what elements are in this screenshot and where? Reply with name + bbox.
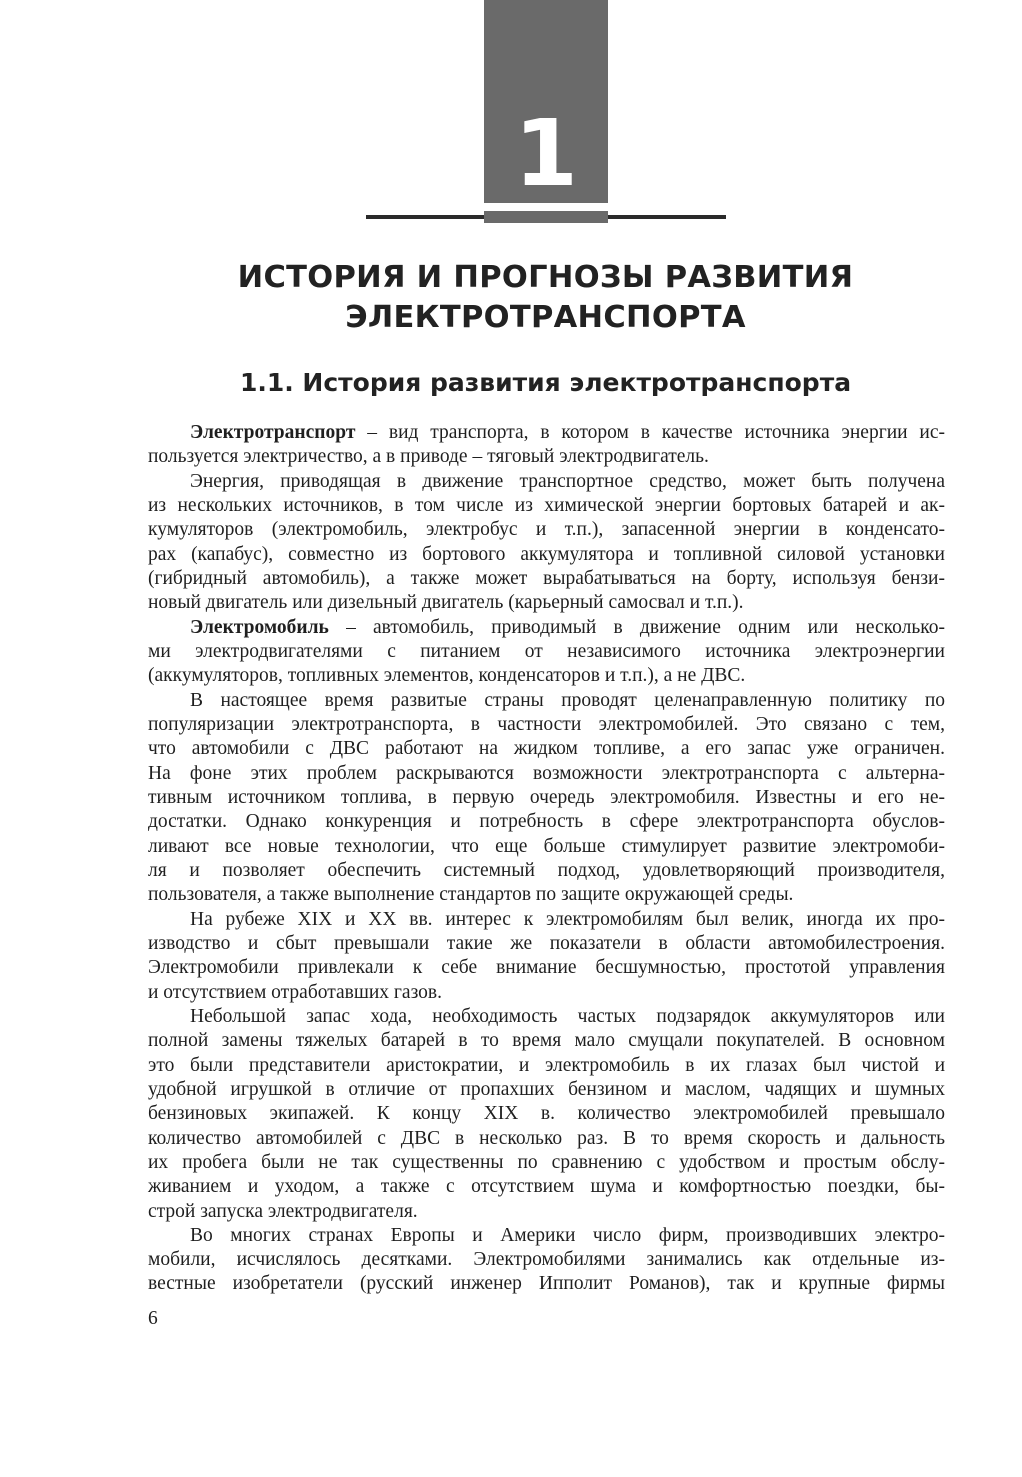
line-text: строй запуска электродвигателя. (148, 1200, 418, 1222)
paragraph (148, 689, 945, 908)
paragraph (148, 470, 945, 616)
text-line (148, 470, 945, 494)
line-text: это были представители аристократии, и электромобиль в их глазах был чистой и (148, 1054, 945, 1076)
term-bold: Электротранспорт (190, 422, 356, 443)
text-line (148, 1248, 945, 1272)
chapter-title-line: ИСТОРИЯ И ПРОГНОЗЫ РАЗВИТИЯ (237, 260, 854, 295)
text-line (148, 762, 945, 786)
line-text: вестные изобретатели (русский инженер Ипполит Романов), так и крупные фирмы (148, 1273, 945, 1295)
text-line (148, 1102, 945, 1126)
text-line (148, 494, 945, 518)
line-text: что автомобили с ДВС работают на жидком топливе, а его запас уже ограничен. (148, 738, 945, 760)
line-text: (аккумуляторов, топливных элементов, конденсаторов и т.п.), а не ДВС. (148, 665, 746, 687)
paragraph (148, 1224, 945, 1297)
text-line (148, 1005, 945, 1029)
text-line (148, 835, 945, 859)
text-line (148, 664, 945, 688)
text-line (148, 616, 945, 640)
line-text: пользователя, а также выполнение стандартов по защите окружающей среды. (148, 884, 794, 906)
line-text: удобной игрушкой в отличие от пропахших бензином и маслом, чадящих и шумных (148, 1078, 945, 1100)
text-line (148, 445, 945, 469)
line-text: достатки. Однако конкуренция и потребность в сфере электротранспорта обуслов- (148, 811, 945, 833)
line-text: полной замены тяжелых батарей в то время мало смущали покупателей. В основном (148, 1030, 945, 1052)
text-line (148, 908, 945, 932)
text-line (148, 1200, 945, 1224)
text-line (148, 1175, 945, 1199)
text-line (148, 713, 945, 737)
text-line (148, 1054, 945, 1078)
chapter-title (148, 258, 943, 338)
text-line (148, 956, 945, 980)
text-line (148, 640, 945, 664)
line-text: Небольшой запас хода, необходимость частых подзарядок аккумуляторов или (190, 1005, 945, 1027)
line-text: тивным источником топлива, в первую очередь электромобиля. Известны и его не- (148, 786, 945, 808)
text-line (148, 591, 945, 615)
page-number: 6 (148, 1308, 158, 1329)
text-line (148, 1272, 945, 1296)
line-text: мобили, исчислялось десятками. Электромобилями занимались как отдельные из- (148, 1249, 945, 1271)
line-text: Во многих странах Европы и Америки число фирм, производивших электро- (190, 1224, 945, 1246)
line-text: ля и позволяет обеспечить системный подход, удовлетворяющий производителя, (148, 859, 945, 881)
text-line (148, 1151, 945, 1175)
chapter-number-box (484, 0, 608, 207)
line-text: ми электродвигателями с питанием от независимого источника электроэнергии (148, 640, 945, 662)
line-text: Электромобили привлекали к себе внимание бесшумностью, простотой управления (148, 957, 945, 979)
text-line (148, 567, 945, 591)
line-text: кумуляторов (электромобиль, электробус и т.п.), запасенной энергии в конденсато- (148, 519, 945, 541)
section-title: 1.1. История развития электротранспорта (239, 368, 852, 397)
text-line (148, 1127, 945, 1151)
line-text: На фоне этих проблем раскрываются возможности электротранспорта с альтерна- (148, 762, 945, 784)
line-text: бензиновых экипажей. К концу XIX в. количество электромобилей превышало (148, 1103, 945, 1125)
line-text: новый двигатель или дизельный двигатель (карьерный самосвал и т.п.). (148, 592, 744, 614)
line-text: (гибридный автомобиль), а также может вырабатываться на борту, используя бензи- (148, 567, 945, 589)
text-line (148, 518, 945, 542)
line-text: Энергия, приводящая в движение транспортное средство, может быть получена (190, 470, 945, 492)
text-line (148, 932, 945, 956)
text-line (148, 737, 945, 761)
line-text: живанием и уходом, а также с отсутствием шума и комфортностью поездки, бы- (148, 1176, 945, 1198)
text-line (148, 421, 945, 445)
text-line (148, 1029, 945, 1053)
term-bold: Электромобиль (190, 616, 329, 638)
chapter-divider-accent (484, 211, 608, 223)
line-text: их пробега были не так существенны по сравнению с удобством и простым обслу- (148, 1151, 945, 1173)
line-text: На рубеже XIX и XX вв. интерес к электромобилям был велик, иногда их про- (190, 908, 945, 930)
text-line (148, 810, 945, 834)
line-text: пользуется электричество, а в приводе – тяговый электродвигатель. (148, 446, 709, 468)
paragraph (148, 1005, 945, 1224)
line-text: изводство и сбыт превышали такие же показатели в области автомобилестроения. (148, 932, 945, 954)
line-text: ливают все новые технологии, что еще больше стимулирует развитие электромоби- (148, 835, 945, 857)
chapter-title-line: ЭЛЕКТРОТРАНСПОРТА (345, 300, 746, 335)
line-text: – автомобиль, приводимый в движение одним или несколько- (328, 616, 945, 638)
line-text: из нескольких источников, в том числе из химической энергии бортовых батарей и ак- (148, 494, 945, 516)
paragraph (148, 616, 945, 689)
line-text: В настоящее время развитые страны проводят целенаправленную политику по (190, 689, 945, 711)
text-line (148, 1224, 945, 1248)
paragraph (148, 908, 945, 1005)
text-line (148, 543, 945, 567)
text-line (148, 981, 945, 1005)
line-text: и отсутствием отработавших газов. (148, 981, 443, 1003)
line-text: популяризации электротранспорта, в частности электромобилей. Это связано с тем, (148, 713, 945, 735)
line-text: рах (капабус), совместно из бортового аккумулятора и топливной силовой установки (148, 543, 945, 565)
text-line (148, 689, 945, 713)
text-line (148, 883, 945, 907)
text-line (148, 859, 945, 883)
paragraph (148, 421, 945, 470)
text-line (148, 786, 945, 810)
text-line (148, 1078, 945, 1102)
line-text: количество автомобилей с ДВС в несколько раз. В то время скорость и дальность (148, 1127, 945, 1149)
body-text (148, 421, 945, 1297)
line-text: – вид транспорта, в котором в качестве источника энергии ис- (355, 422, 945, 443)
chapter-number: 1 (513, 100, 578, 207)
